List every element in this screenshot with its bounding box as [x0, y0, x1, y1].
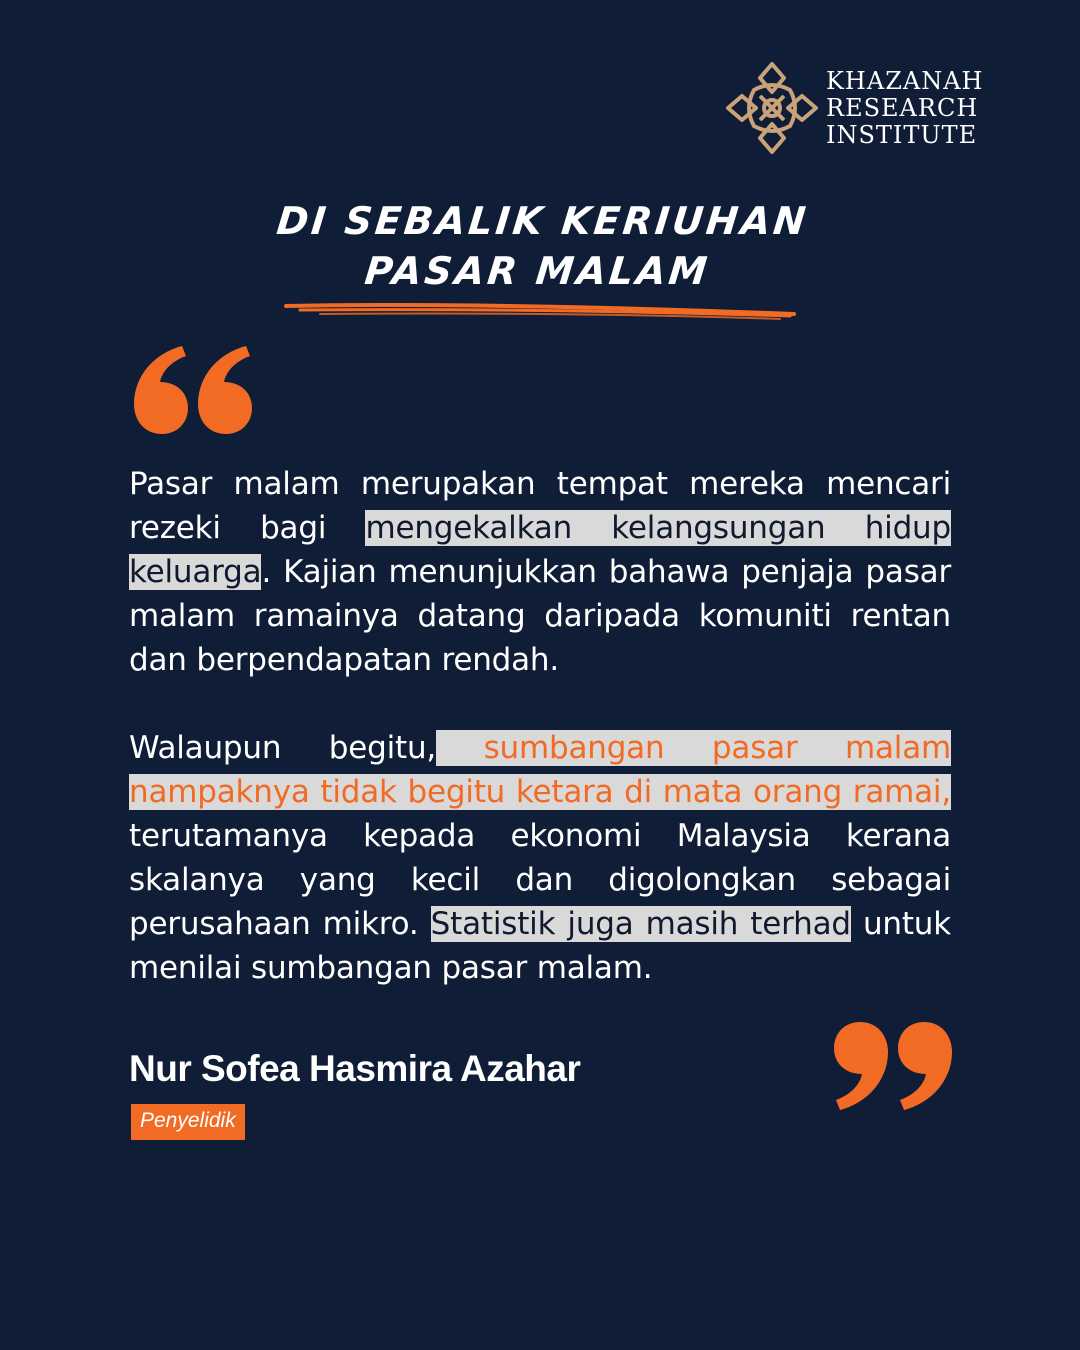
logo-line-1: KHAZANAH — [826, 66, 984, 95]
title-line-1: DI SEBALIK KERIUHAN — [274, 199, 811, 243]
author-name: Nur Sofea Hasmira Azahar — [129, 1048, 581, 1089]
p1-text-b: . Kajian menunjukkan bahawa penjaja pasar malam ramainya datang daripada komuniti rentan dan berpendapatan rendah. — [129, 554, 951, 678]
page-title — [0, 196, 1080, 296]
logo-text — [826, 68, 983, 149]
title-line-2: PASAR MALAM — [362, 249, 713, 293]
open-quote-icon — [132, 342, 254, 434]
p2-text-b: terutamanya kepada ekonomi Malaysia kerana skalanya yang kecil dan digolongkan sebagai perusahaan mikro. — [129, 818, 951, 942]
p2-text-a: Walaupun begitu, — [129, 730, 437, 766]
p2-text-c: untuk menilai sumbangan pasar malam. — [129, 906, 951, 986]
close-quote-icon — [832, 1022, 954, 1114]
p2-highlight: Statistik juga masih terhad — [430, 906, 851, 942]
p1-highlight: mengekalkan kelangsungan hidup keluarga — [129, 510, 951, 590]
interlaced-knot-icon — [724, 60, 820, 156]
quote-paragraph-2 — [129, 726, 951, 990]
p1-text-a: Pasar malam merupakan tempat mereka mencari rezeki bagi — [129, 466, 951, 546]
author-role-badge: Penyelidik — [131, 1104, 245, 1140]
quote-paragraph-1 — [129, 462, 951, 682]
p2-highlight-orange: sumbangan pasar malam nampaknya tidak begitu ketara di mata orang ramai, — [129, 730, 951, 810]
logo-line-2: RESEARCH — [826, 93, 979, 122]
brush-underline — [280, 300, 800, 324]
logo-line-3: INSTITUTE — [826, 120, 978, 149]
logo — [724, 60, 983, 156]
